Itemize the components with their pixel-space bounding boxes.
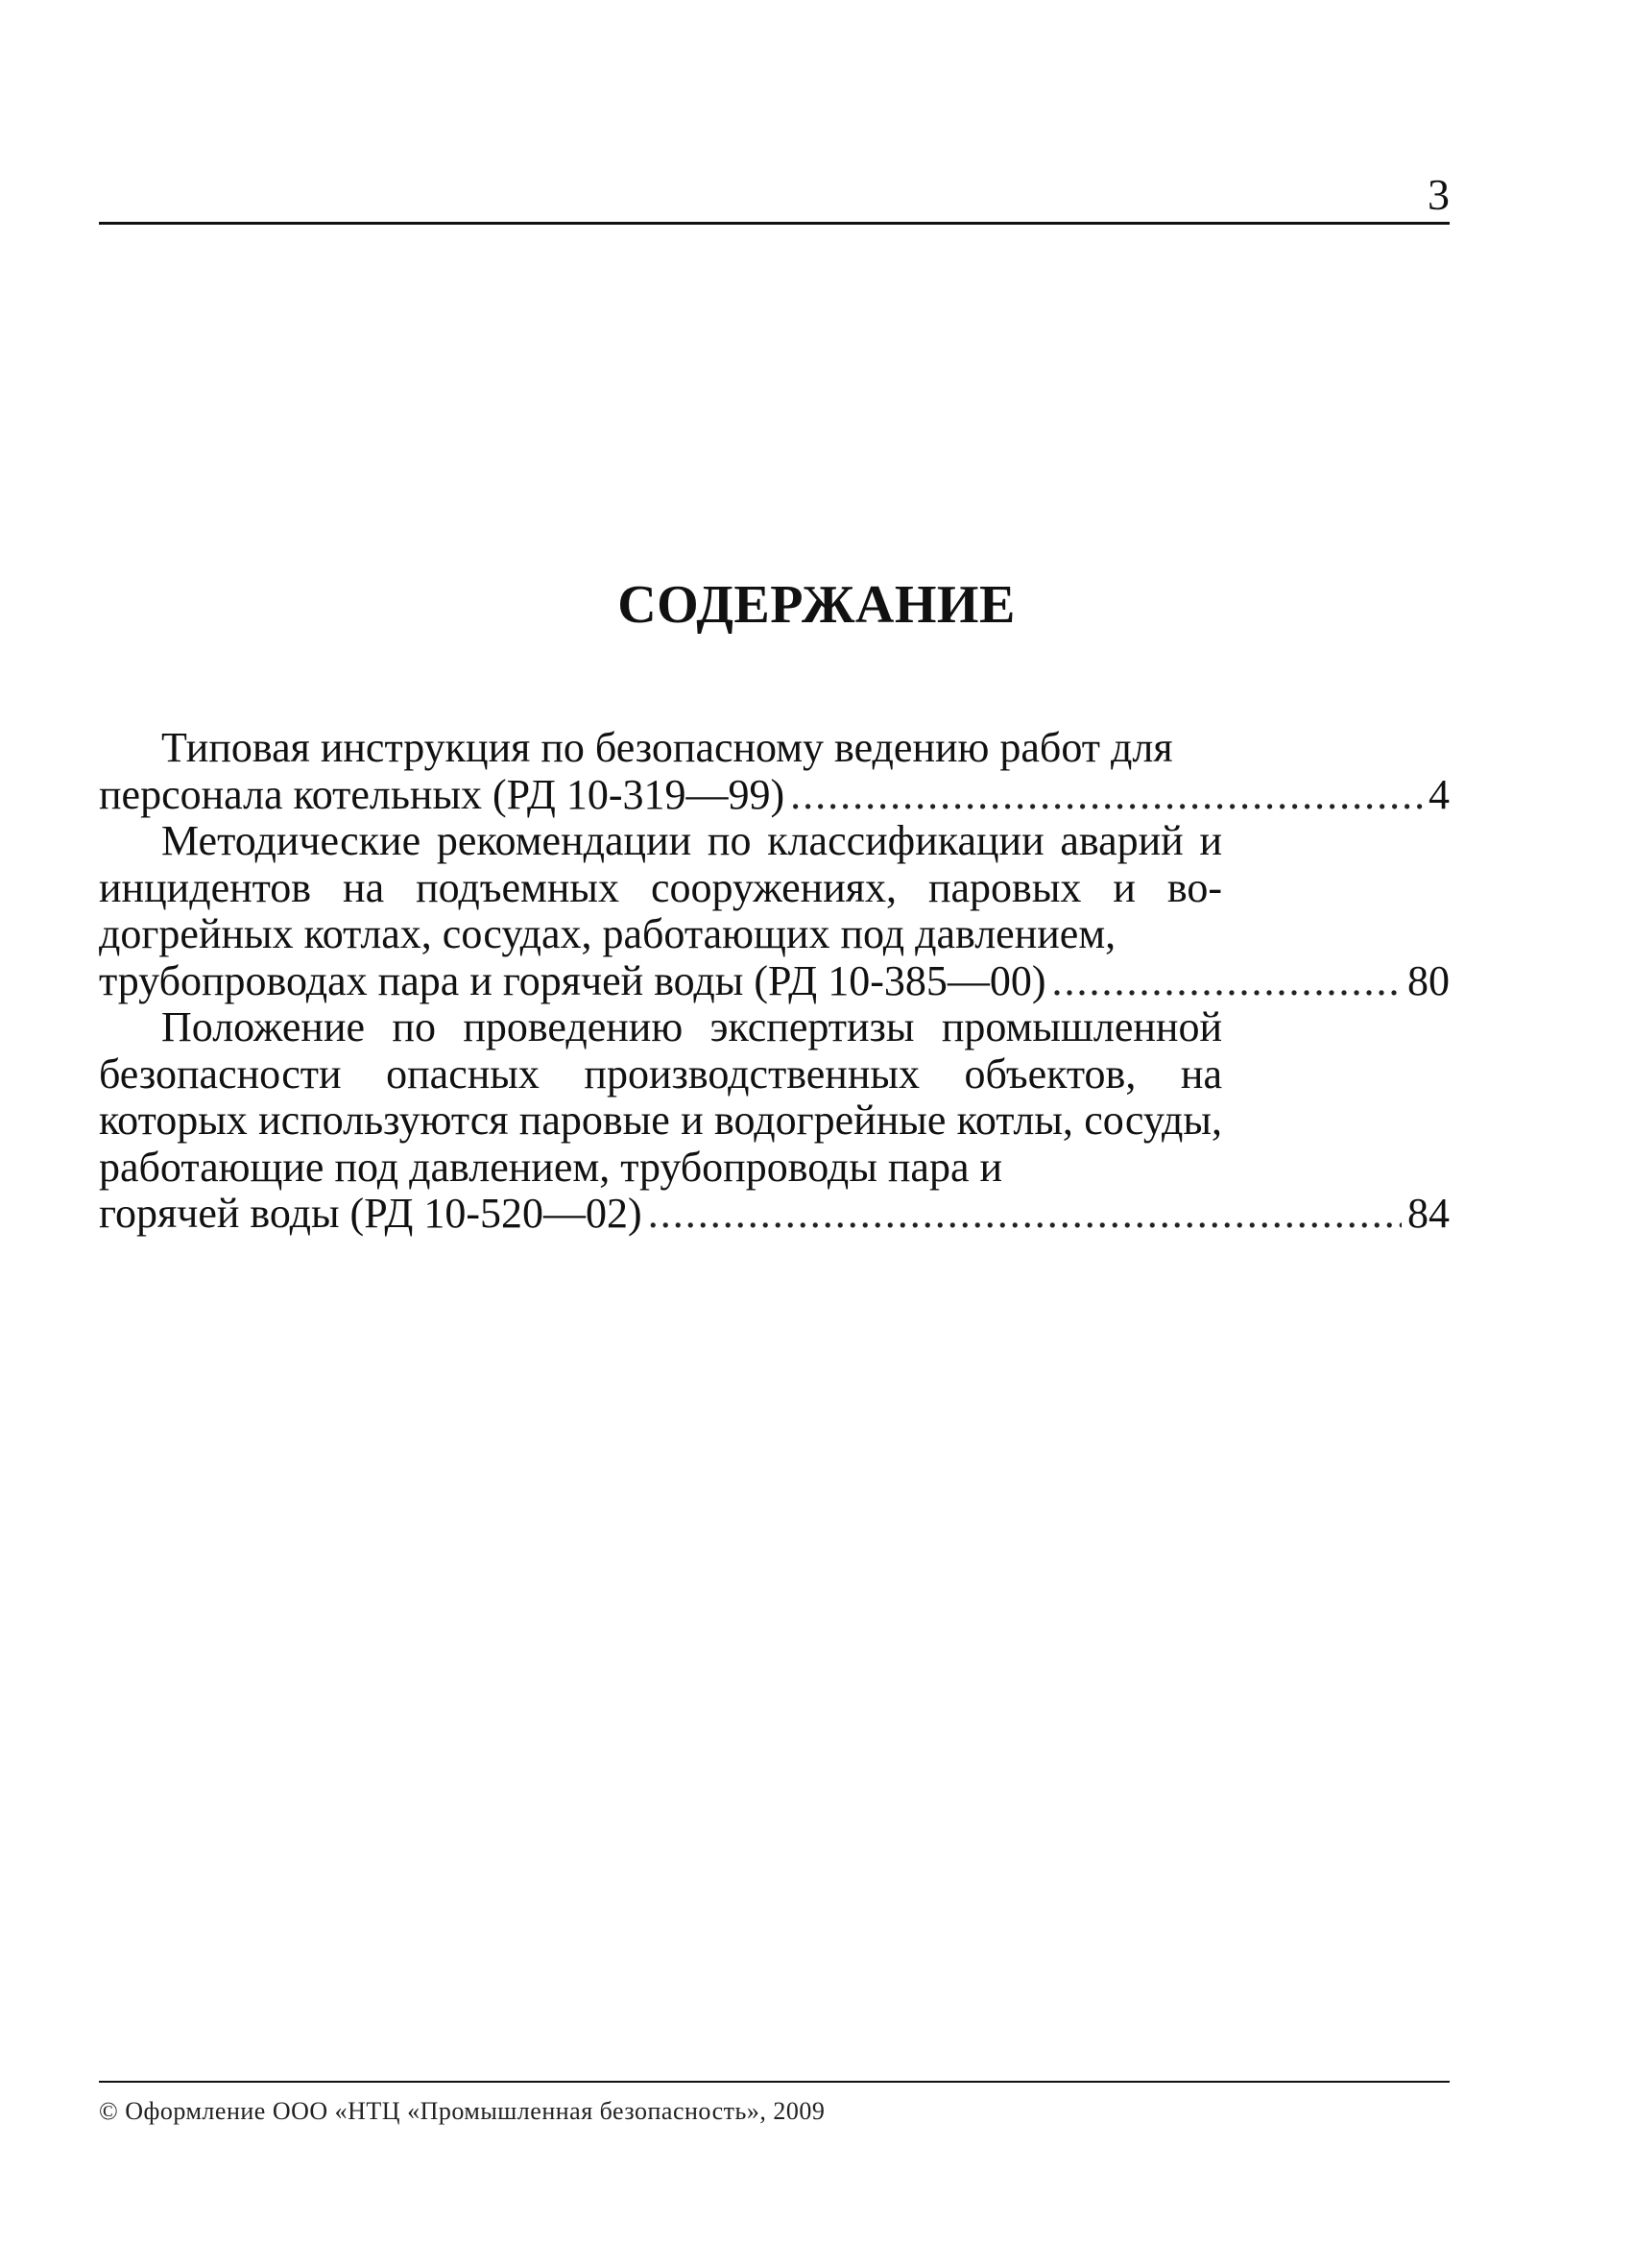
toc-page-number: 4 bbox=[1429, 770, 1450, 818]
page-number: 3 bbox=[1428, 170, 1450, 219]
copyright-footer: © Оформление ООО «НТЦ «Промышленная безопасность», 2009 bbox=[99, 2097, 826, 2125]
toc-entry-last-line bbox=[99, 772, 1450, 819]
toc-entry-last-line bbox=[99, 1191, 1450, 1238]
toc-page-number: 84 bbox=[1407, 1190, 1450, 1237]
toc-entry-title-end: горячей воды (РД 10-520—02) bbox=[99, 1190, 642, 1237]
table-of-contents bbox=[99, 725, 1450, 1238]
toc-entry-title-end: персонала котельных (РД 10-319—99) bbox=[99, 770, 785, 818]
dot-leader bbox=[648, 1191, 1402, 1238]
toc-entry-instruction[interactable] bbox=[99, 725, 1450, 818]
dot-leader bbox=[1052, 958, 1403, 1005]
toc-entry-text: Положение по проведению экспертизы промышленной безопасности опасных производственных объектов, на которых используются паровые и водогрейные котлы, сосуды, работающие под давлением, трубопроводы пара и bbox=[99, 1003, 1222, 1191]
toc-entry-text: Методические рекомендации по классификации аварий и инцидентов на подъемных сооружениях, паровых и во-догрейных котлах, сосудах, работающих под давлением, bbox=[99, 817, 1222, 957]
toc-page-number: 80 bbox=[1407, 956, 1450, 1004]
toc-entry-recommendations[interactable] bbox=[99, 818, 1450, 1004]
toc-entry-regulation[interactable] bbox=[99, 1004, 1450, 1238]
toc-entry-title-end: трубопроводах пара и горячей воды (РД 10-385—00) bbox=[99, 956, 1046, 1004]
dot-leader bbox=[790, 772, 1423, 819]
toc-entry-last-line bbox=[99, 958, 1450, 1005]
toc-entry-text: Типовая инструкция по безопасному ведению работ для bbox=[161, 724, 1173, 771]
footer-rule bbox=[99, 2081, 1450, 2083]
page-title: СОДЕРЖАНИЕ bbox=[617, 575, 1016, 635]
header-rule bbox=[99, 222, 1450, 225]
